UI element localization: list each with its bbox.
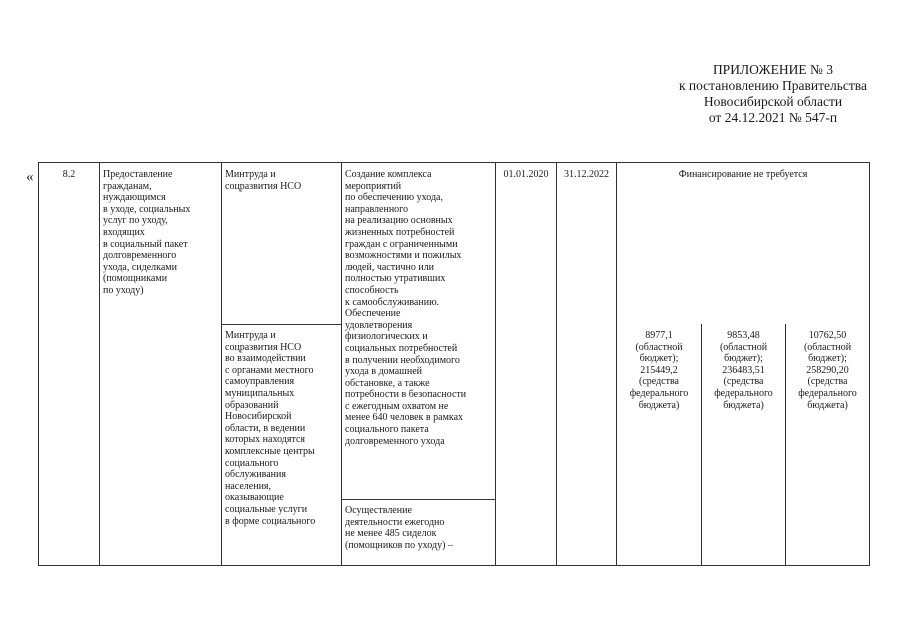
col-divider-5 (556, 162, 557, 566)
financing-note: Финансирование не требуется (678, 169, 808, 180)
appendix-header (679, 62, 867, 126)
financing-year-3: 10762,50 (областной бюджет); 258290,20 (средства федерального бюджета) (798, 330, 857, 411)
appendix-title: ПРИЛОЖЕНИЕ № 3 (712, 62, 833, 77)
executor-secondary: Минтруда и соцразвития НСО во взаимодействии с органами местного самоуправления муниципальных образований Новосибирской области, в ведении которых находятся комплексные центры социального обслуживания населения, оказывающие социальные услуги в форме социального (225, 330, 316, 527)
appendix-subtitle-2: Новосибирской области (703, 94, 843, 109)
financing-year-2: 9853,48 (областной бюджет); 236483,51 (средства федерального бюджета) (714, 330, 773, 411)
executor-divider (221, 324, 341, 325)
start-date: 01.01.2020 (503, 169, 549, 180)
program-table (38, 162, 870, 566)
end-date: 31.12.2022 (564, 169, 609, 180)
financing-year-1: 8977,1 (областной бюджет); 215449,2 (средства федерального бюджета) (629, 330, 689, 411)
col-divider-4 (495, 162, 496, 566)
expected-result-continued: Осуществление деятельности ежегодно не менее 485 сиделок (помощников по уходу) – (345, 505, 453, 551)
row-number: 8.2 (62, 169, 76, 180)
opening-quote: « (26, 169, 34, 185)
table-border-left (38, 162, 39, 566)
result-divider (341, 499, 495, 500)
measure-name: Предоставление гражданам, нуждающимся в уходе, социальных услуг по уходу, входящих в социальный пакет долговременного ухода, сиделками (помощниками по уходу) (103, 169, 191, 296)
executor-primary: Минтруда и соцразвития НСО (225, 169, 302, 192)
expected-result: Создание комплекса мероприятий по обеспечению ухода, направленного на реализацию основных жизненных потребностей граждан с ограниченными возможностями и пожилых людей, частично или полностью утративших способность к самообслуживанию. Обеспечение удовлетворения физиологических и социальных потребностей в получении необходимого ухода в домашней обстановке, а также потребности в безопасности с ежегодным охватом не менее 640 человек в рамках социального пакета долговременного ухода (345, 169, 467, 447)
col-divider-3 (341, 162, 342, 566)
appendix-date: от 24.12.2021 № 547-п (708, 110, 838, 125)
col-divider-2 (221, 162, 222, 566)
appendix-subtitle-1: к постановлению Правительства (678, 78, 867, 93)
table-border-right (869, 162, 870, 566)
table-border-top (38, 162, 870, 163)
col-divider-1 (99, 162, 100, 566)
table-border-bottom (38, 565, 870, 566)
